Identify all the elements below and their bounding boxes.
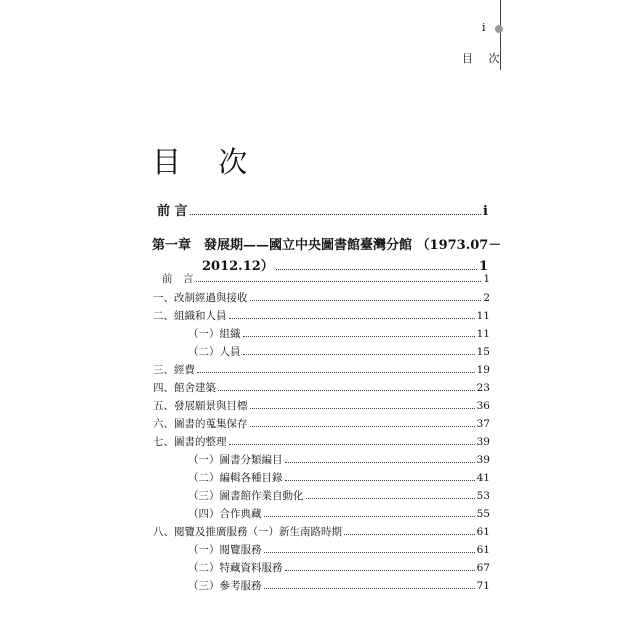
toc-page-number: 1 bbox=[483, 273, 490, 285]
running-title: 目 次 bbox=[462, 52, 506, 65]
toc-label: 前 言 bbox=[157, 204, 188, 219]
toc-label: 五、發展願景與目標 bbox=[153, 400, 248, 412]
toc-page-number: i bbox=[483, 204, 488, 219]
toc-entry[interactable] bbox=[153, 524, 490, 538]
toc-label: 前 言 bbox=[162, 273, 194, 285]
dot-leader bbox=[250, 408, 475, 409]
dot-leader bbox=[190, 214, 482, 215]
toc-page-number: 1 bbox=[478, 259, 488, 274]
toc-label: （四）合作典藏 bbox=[188, 508, 262, 520]
toc-page-number: 67 bbox=[476, 562, 490, 574]
dot-leader bbox=[250, 300, 482, 301]
dot-leader bbox=[264, 588, 475, 589]
toc-label: 八、閱覽及推廣服務（一）新生南路時期 bbox=[153, 526, 342, 538]
toc-entry[interactable] bbox=[188, 344, 490, 358]
toc-page-number: 55 bbox=[476, 508, 490, 520]
toc-label: 四、館舍建築 bbox=[153, 382, 216, 394]
toc-label: 一、改制經過與接收 bbox=[153, 292, 248, 304]
toc-entry[interactable] bbox=[188, 578, 490, 592]
dot-leader bbox=[264, 552, 475, 553]
toc-entry[interactable] bbox=[153, 434, 490, 448]
toc-label: 二、組織和人員 bbox=[153, 310, 227, 322]
dot-leader bbox=[243, 336, 475, 337]
toc-label: 第一章 發展期——國立中央圖書館臺灣分館 （1973.07－ bbox=[152, 238, 502, 253]
dot-leader bbox=[344, 534, 475, 535]
toc-page-number: 19 bbox=[476, 364, 490, 376]
dot-leader bbox=[276, 269, 477, 270]
toc-entry[interactable] bbox=[153, 308, 490, 322]
toc-page-number: 37 bbox=[476, 418, 490, 430]
toc-chapter-title[interactable] bbox=[152, 234, 501, 253]
toc-page-number: 71 bbox=[476, 580, 490, 592]
toc-label: （二）人員 bbox=[188, 346, 241, 358]
toc-entry[interactable] bbox=[188, 542, 490, 556]
toc-page-number: 39 bbox=[476, 454, 490, 466]
running-page-number: i bbox=[482, 21, 486, 34]
dot-leader bbox=[218, 390, 475, 391]
toc-page-number: 2 bbox=[483, 292, 490, 304]
dot-leader bbox=[229, 318, 475, 319]
toc-label: （一）圖書分類編目 bbox=[188, 454, 283, 466]
dot-leader bbox=[285, 462, 475, 463]
dot-leader bbox=[196, 281, 482, 282]
toc-label: 三、經費 bbox=[153, 364, 195, 376]
toc-page-number: 11 bbox=[476, 310, 490, 322]
toc-entry[interactable] bbox=[153, 416, 490, 430]
dot-leader bbox=[306, 498, 475, 499]
toc-entry[interactable] bbox=[153, 380, 490, 394]
toc-entry[interactable] bbox=[153, 398, 490, 412]
toc-entry[interactable] bbox=[188, 488, 490, 502]
toc-label: 六、圖書的蒐集保存 bbox=[153, 418, 248, 430]
toc-entry[interactable] bbox=[188, 326, 490, 340]
toc-page-number: 23 bbox=[476, 382, 490, 394]
toc-entry[interactable] bbox=[162, 271, 490, 285]
toc-page-number: 15 bbox=[476, 346, 490, 358]
toc-page-number: 36 bbox=[476, 400, 490, 412]
toc-page-number: 53 bbox=[476, 490, 490, 502]
dot-leader bbox=[229, 444, 475, 445]
toc-page-number: 11 bbox=[476, 328, 490, 340]
toc-label: （一）閱覽服務 bbox=[188, 544, 262, 556]
dot-leader bbox=[264, 516, 475, 517]
toc-label: （三）參考服務 bbox=[188, 580, 262, 592]
toc-label: （二）特藏資料服務 bbox=[188, 562, 283, 574]
toc-label: （二）編輯各種目錄 bbox=[188, 472, 283, 484]
toc-label: （一）組織 bbox=[188, 328, 241, 340]
toc-entry[interactable] bbox=[188, 506, 490, 520]
toc-entry[interactable] bbox=[153, 290, 490, 304]
toc-page-number: 61 bbox=[476, 526, 490, 538]
dot-leader bbox=[285, 480, 475, 481]
toc-label: 2012.12） bbox=[202, 259, 274, 274]
dot-leader bbox=[243, 354, 475, 355]
dot-leader bbox=[285, 570, 475, 571]
toc-label: 七、圖書的整理 bbox=[153, 436, 227, 448]
toc-page-number: 61 bbox=[476, 544, 490, 556]
dot-leader bbox=[197, 372, 475, 373]
toc-page-number: 41 bbox=[476, 472, 490, 484]
page-edge-marker bbox=[495, 25, 503, 33]
page-title: 目 次 bbox=[152, 145, 262, 179]
toc-entry[interactable] bbox=[188, 560, 490, 574]
toc-entry[interactable] bbox=[188, 452, 490, 466]
toc-entry[interactable] bbox=[153, 362, 490, 376]
toc-label: （三）圖書館作業自動化 bbox=[188, 490, 304, 502]
dot-leader bbox=[250, 426, 475, 427]
toc-preface-row[interactable] bbox=[157, 200, 488, 219]
toc-page-number: 39 bbox=[476, 436, 490, 448]
toc-entry[interactable] bbox=[188, 470, 490, 484]
